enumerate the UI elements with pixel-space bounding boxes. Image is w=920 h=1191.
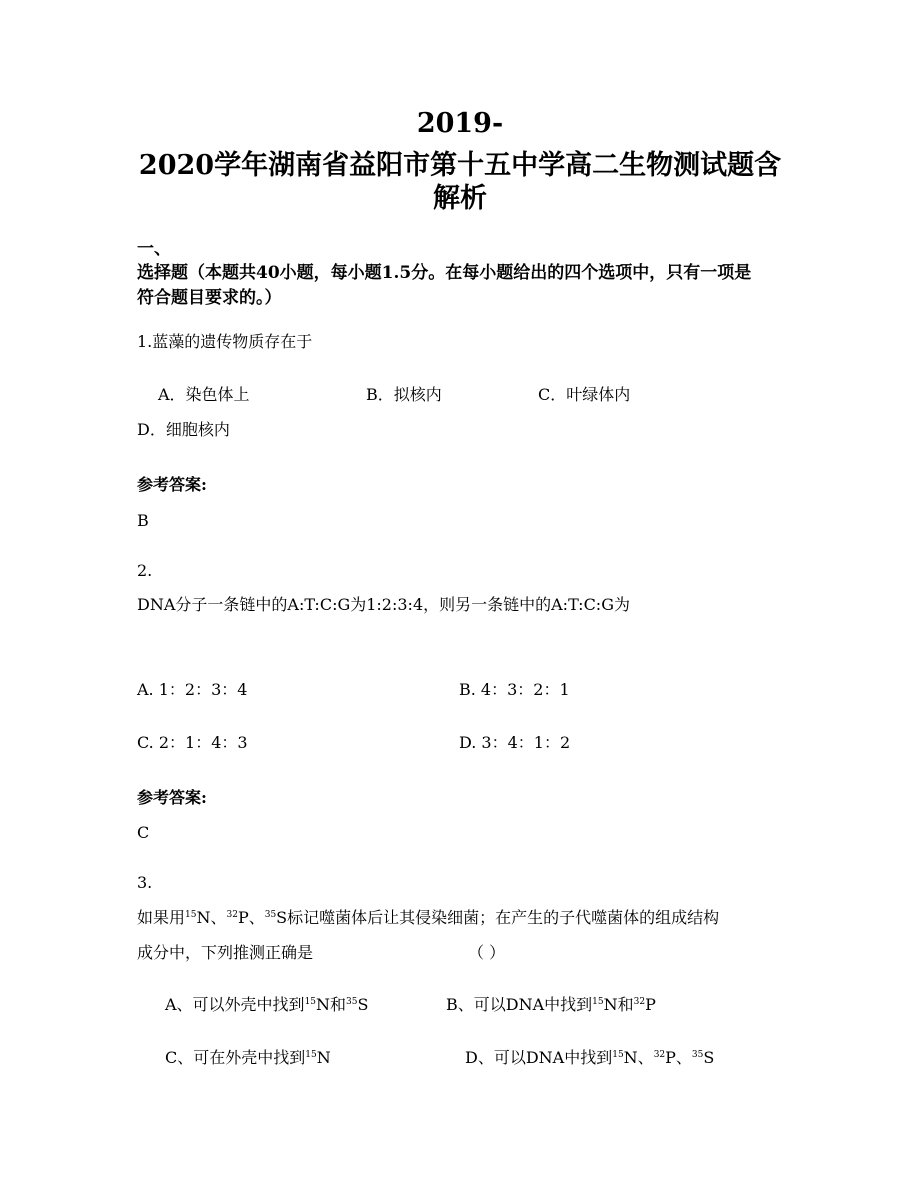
question-1-answer: B: [137, 511, 149, 530]
element: N和: [316, 995, 347, 1014]
element: N和: [603, 995, 634, 1014]
question-2-option-a: A. 1：2：3：4: [137, 680, 248, 699]
question-2-number: 2.: [137, 561, 153, 580]
section-instruction-line-1: 选择题（本题共40小题，每小题1.5分。在每小题给出的四个选项中，只有一项是: [137, 263, 752, 283]
question-2-option-c: C. 2：1：4：3: [137, 733, 248, 752]
option-c-text: C、可在外壳中找到: [165, 1048, 306, 1067]
element: N、: [623, 1048, 654, 1067]
isotope-15: 15: [612, 1050, 624, 1060]
element: P、: [665, 1048, 692, 1067]
section-number: 一、: [137, 239, 171, 259]
stem-rest: S标记噬菌体后让其侵染细菌；在产生的子代噬菌体的组成结构: [276, 908, 720, 927]
question-2-answer-label: 参考答案:: [137, 788, 207, 807]
question-3-option-a: [165, 992, 368, 1015]
question-3-number: 3.: [137, 873, 153, 892]
question-3-stem-line-2: 成分中，下列推测正确是: [137, 943, 314, 962]
question-3-option-b: [446, 992, 656, 1015]
isotope-15: 15: [592, 997, 604, 1007]
question-2-answer: C: [137, 823, 150, 842]
isotope-35: 35: [264, 910, 277, 920]
title-line-1: 2019-: [416, 108, 504, 139]
title-line-3: 解析: [433, 183, 487, 214]
question-3-stem-line-1: [137, 905, 719, 928]
section-instruction-line-2: 符合题目要求的。）: [137, 288, 282, 308]
stem-prefix: 如果用: [137, 908, 186, 927]
option-d-text: D、可以DNA中找到: [465, 1048, 613, 1067]
option-a-text: A、可以外壳中找到: [165, 995, 305, 1014]
question-1-stem: 1.蓝藻的遗传物质存在于: [137, 332, 313, 351]
isotope-35: 35: [691, 1050, 704, 1060]
isotope-32: 32: [653, 1050, 666, 1060]
question-1-option-c: C．叶绿体内: [538, 385, 631, 404]
question-2-option-b: B. 4：3：2：1: [459, 680, 570, 699]
isotope-32: 32: [633, 997, 646, 1007]
question-3-blank: （ ）: [468, 943, 506, 962]
question-1-option-b: B．拟核内: [366, 385, 442, 404]
question-1-answer-label: 参考答案:: [137, 475, 207, 494]
question-2-option-d: D. 3：4：1：2: [459, 733, 571, 752]
element-p: P、: [237, 908, 265, 927]
question-3-option-d: [465, 1045, 714, 1068]
isotope-15: 15: [185, 910, 197, 920]
isotope-32: 32: [226, 910, 238, 920]
element: P: [645, 995, 656, 1014]
element: N: [316, 1048, 331, 1067]
question-2-stem: DNA分子一条链中的A:T:C:G为1:2:3:4，则另一条链中的A:T:C:G为: [137, 595, 630, 614]
isotope-15: 15: [304, 997, 317, 1007]
isotope-35: 35: [346, 997, 358, 1007]
option-b-text: B、可以DNA中找到: [446, 995, 593, 1014]
element: S: [703, 1048, 715, 1067]
question-3-option-c: [165, 1045, 331, 1068]
question-1-option-d: D．细胞核内: [137, 420, 230, 439]
question-1-option-a: A．染色体上: [158, 385, 250, 404]
title-line-2: 2020学年湖南省益阳市第十五中学高二生物测试题含: [138, 150, 782, 181]
element-n: N、: [196, 908, 227, 927]
isotope-15: 15: [305, 1050, 317, 1060]
element: S: [357, 995, 369, 1014]
